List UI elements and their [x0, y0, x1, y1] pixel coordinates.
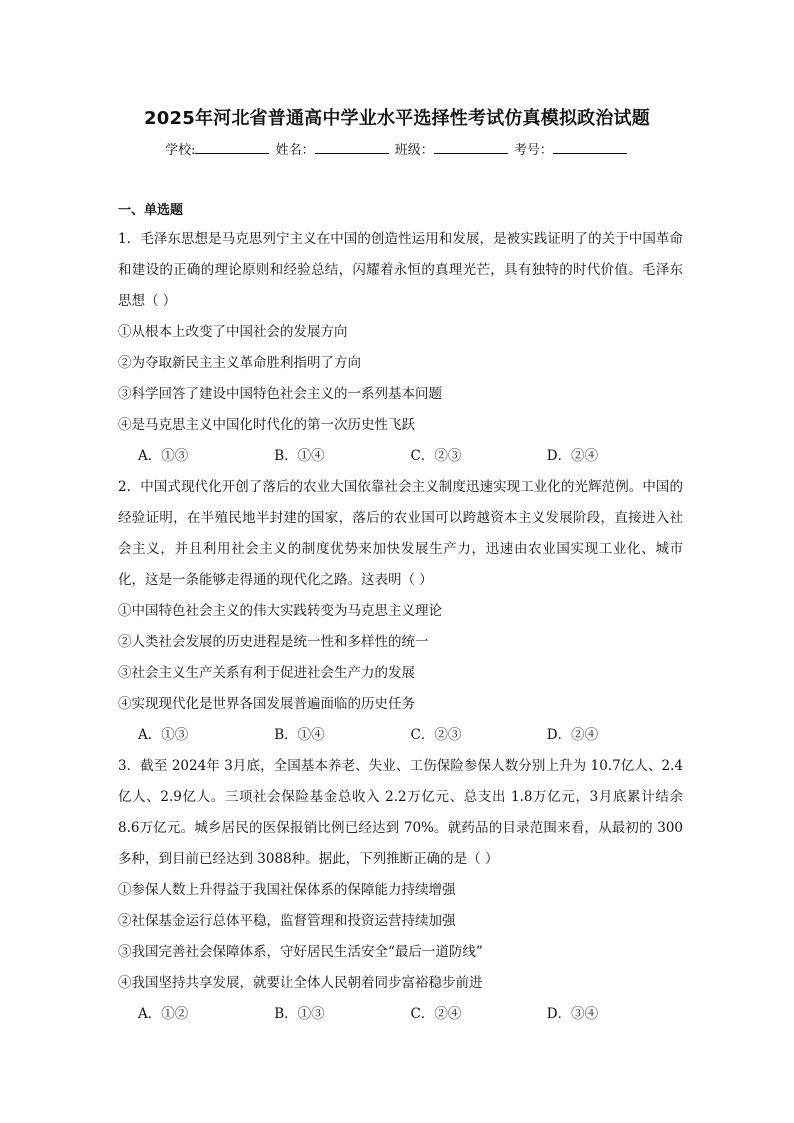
question-1-choice-b[interactable]: B．①④ [274, 448, 325, 464]
question-3-choices [118, 999, 683, 1030]
question-2 [118, 472, 683, 751]
question-3-choice-b[interactable]: B．①③ [274, 1006, 325, 1022]
exam-number-field [514, 139, 629, 158]
question-1-statement-2: ②为夺取新民主主义革命胜利指明了方向 [118, 355, 361, 371]
exam-number-label: 考号： [513, 143, 553, 158]
name-label: 姓名： [275, 143, 315, 158]
student-info-row [0, 139, 794, 158]
questions-area [118, 198, 683, 1030]
name-field [276, 139, 391, 158]
question-2-choice-c[interactable]: C．②③ [410, 727, 462, 743]
question-3-choice-d[interactable]: D．③④ [546, 1006, 599, 1022]
exam-number-blank[interactable] [553, 141, 627, 154]
question-1-statement-3: ③科学回答了建设中国特色社会主义的一系列基本问题 [118, 386, 442, 402]
school-label: 学校: [165, 143, 196, 158]
name-blank[interactable] [315, 141, 389, 154]
class-field [395, 139, 510, 158]
question-2-statement-4: ④实现现代化是世界各国发展普遍面临的历史任务 [118, 696, 415, 712]
question-2-choice-d[interactable]: D．②④ [546, 727, 599, 743]
question-2-stem: 2．中国式现代化开创了落后的农业大国依靠社会主义制度迅速实现工业化的光辉范例。中国的经验证明，在半殖民地半封建的国家，落后的农业国可以跨越资本主义发展阶段，直接进入社会主义，并且利用社会主义的制度优势来加快发展生产力，迅速由农业国实现工业化、城市化，这是一条能够走得通的现代化之路。这表明（ ） [118, 479, 683, 588]
question-2-choice-b[interactable]: B．①④ [274, 727, 325, 743]
question-2-choices [118, 720, 683, 751]
question-2-statement-1: ①中国特色社会主义的伟大实践转变为马克思主义理论 [118, 603, 442, 619]
question-1 [118, 224, 683, 472]
class-blank[interactable] [434, 141, 508, 154]
question-3-statement-3: ③我国完善社会保障体系，守好居民生活安全“最后一道防线” [118, 944, 483, 960]
class-label: 班级： [394, 143, 434, 158]
question-3-stem: 3．截至 2024年 3月底，全国基本养老、失业、工伤保险参保人数分别上升为 10.7亿人、2.4亿人、2.9亿人。三项社会保险基金总收入 2.2万亿元、总支出 1.8万亿元，3月底累计结余 8.6万亿元。城乡居民的医保报销比例已经达到 70%。就药品的目录范围来看，从最初的 300多种，到目前已经达到 3088种。据此，下列推断正确的是（ ） [118, 758, 683, 867]
question-1-statement-4: ④是马克思主义中国化时代化的第一次历史性飞跃 [118, 417, 415, 433]
question-1-choice-c[interactable]: C．②③ [410, 448, 462, 464]
question-1-stem: 1．毛泽东思想是马克思列宁主义在中国的创造性运用和发展，是被实践证明了的关于中国革命和建设的正确的理论原则和经验总结，闪耀着永恒的真理光芒，具有独特的时代价值。毛泽东思想（ ） [118, 231, 683, 309]
question-1-statement-1: ①从根本上改变了中国社会的发展方向 [118, 324, 348, 340]
question-1-choice-a[interactable]: A．①③ [138, 448, 189, 464]
question-3-statement-4: ④我国坚持共享发展，就要让全体人民朝着同步富裕稳步前进 [118, 975, 483, 991]
question-2-choice-a[interactable]: A．①③ [138, 727, 189, 743]
question-2-statement-2: ②人类社会发展的历史进程是统一性和多样性的统一 [118, 634, 429, 650]
exam-title: 2025年河北省普通高中学业水平选择性考试仿真模拟政治试题 [144, 108, 650, 129]
question-1-choice-d[interactable]: D．②④ [546, 448, 599, 464]
question-2-statement-3: ③社会主义生产关系有利于促进社会生产力的发展 [118, 665, 415, 681]
question-3-choice-a[interactable]: A．①② [138, 1006, 189, 1022]
question-3-statement-1: ①参保人数上升得益于我国社保体系的保障能力持续增强 [118, 882, 456, 898]
question-1-choices [118, 441, 683, 472]
school-field [165, 139, 271, 158]
section-heading: 一、单选题 [118, 203, 184, 218]
school-blank[interactable] [195, 141, 269, 154]
question-3 [118, 751, 683, 1030]
question-3-choice-c[interactable]: C．②④ [410, 1006, 462, 1022]
question-3-statement-2: ②社保基金运行总体平稳，监督管理和投资运营持续加强 [118, 913, 456, 929]
